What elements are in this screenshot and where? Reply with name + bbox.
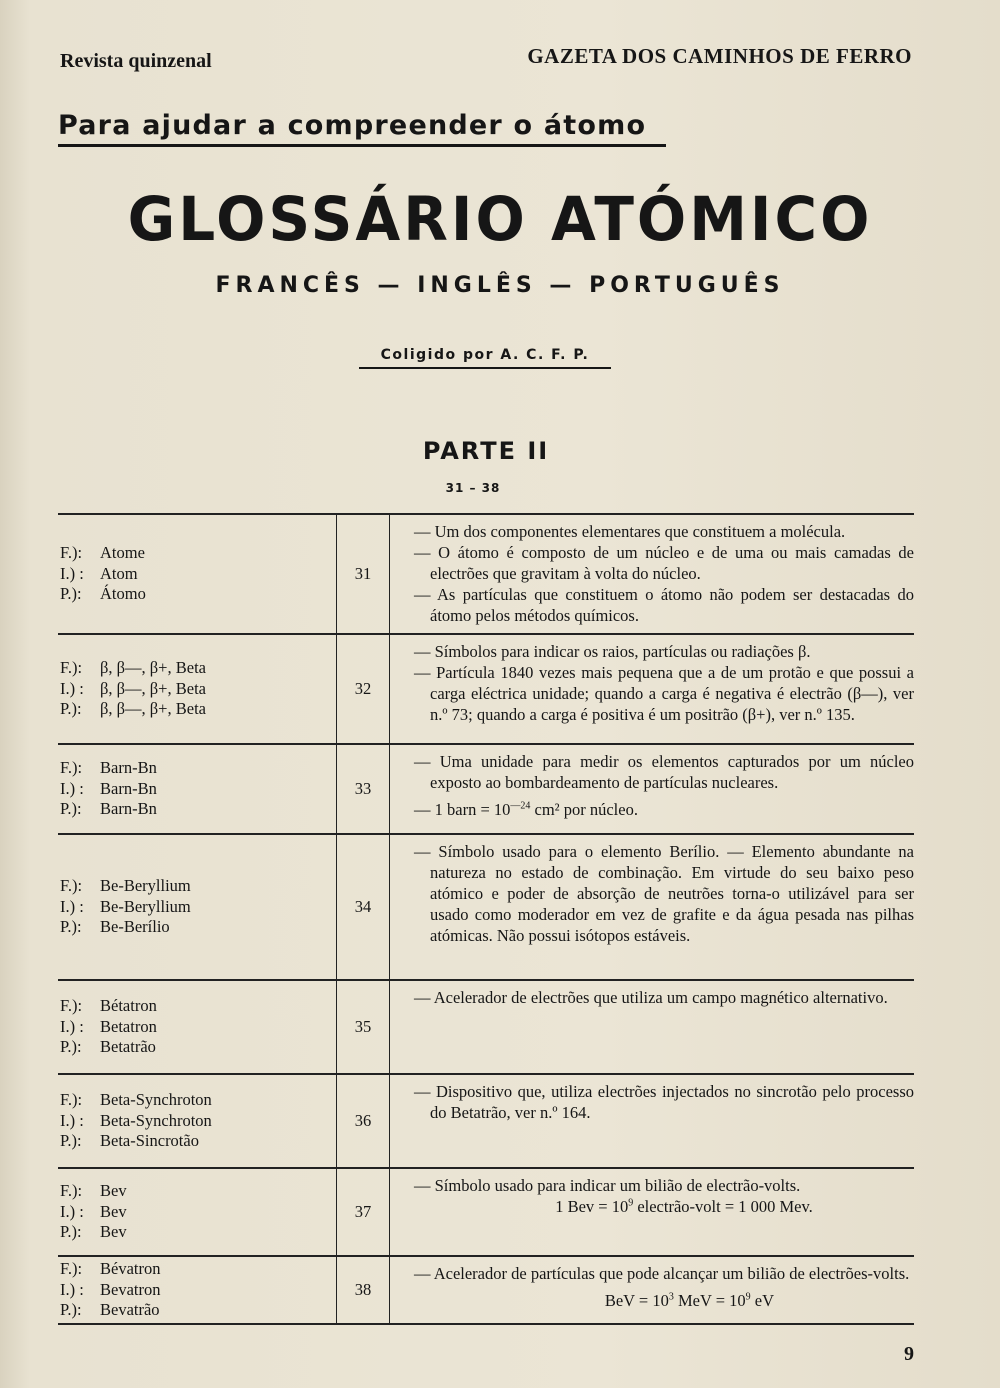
magazine-subtitle: Revista quinzenal <box>60 50 212 72</box>
language-label: I.) : <box>60 1201 84 1221</box>
article-title: GLOSSÁRIO ATÓMICO <box>127 183 873 255</box>
glossary-entry <box>58 833 914 979</box>
term-text: Beta-Synchroton <box>100 1110 212 1130</box>
language-label: P.): <box>60 917 82 937</box>
term-line <box>60 1222 336 1243</box>
entry-definitions <box>414 981 914 1015</box>
definition-text: — Símbolo usado para o elemento Berílio. — Elemento abundante na natureza no estado de combinação. Em virtude do seu baixo peso atómico e poder de absorção de neutrões torna-o utilizável para ser usado como moderador em vez de grafite e da água pesada nas pilhas atómicas. Não possui isótopos estáveis. <box>414 842 914 945</box>
term-line <box>60 917 336 938</box>
term-text: Barn-Bn <box>100 799 157 819</box>
entry-terms <box>58 515 336 633</box>
entry-number: 34 <box>336 835 390 979</box>
definition-text: — Acelerador de electrões que utiliza um campo magnético alternativo. <box>414 988 888 1007</box>
term-text: Átomo <box>100 584 146 604</box>
term-line <box>60 1181 336 1202</box>
article-kicker: Para ajudar a compreender o átomo <box>58 110 666 147</box>
definition-text: — O átomo é composto de um núcleo e de uma ou mais camadas de electrões que gravitam à volta do núcleo. <box>414 543 914 583</box>
entry-number: 31 <box>336 515 390 633</box>
term-text: Barn-Bn <box>100 778 157 798</box>
entry-definitions <box>414 835 914 953</box>
entry-definitions <box>414 635 914 732</box>
language-label: F.): <box>60 1181 83 1201</box>
language-label: I.) : <box>60 1016 84 1036</box>
term-line <box>60 1300 336 1321</box>
entry-definitions <box>414 1257 914 1318</box>
magazine-title: GAZETA DOS CAMINHOS DE FERRO <box>527 44 912 68</box>
definition-text: — Partícula 1840 vezes mais pequena que a de um protão e que possui a carga eléctrica unidade; quando a carga é negativa é electrão (β—), ver n.º 73; quando a carga é positiva é um positrão (β+), ver n.º 135. <box>414 663 914 724</box>
glossary-entry <box>58 979 914 1073</box>
language-label: I.) : <box>60 1279 84 1299</box>
entry-number: 37 <box>336 1169 390 1255</box>
definition-text: — Um dos componentes elementares que constituem a molécula. <box>414 522 846 541</box>
definition-formula: 1 Bev = $10^9$ electrão-volt = 1 000 Mev. <box>555 1197 813 1216</box>
language-label: I.) : <box>60 896 84 916</box>
term-text: Be-Beryllium <box>100 876 191 896</box>
term-text: Bevatron <box>100 1279 161 1299</box>
term-line <box>60 679 336 700</box>
definition-formula: — 1 barn = $10^{—24}$ cm² por núcleo. <box>414 800 638 819</box>
language-label: I.) : <box>60 1110 84 1130</box>
term-line <box>60 699 336 720</box>
glossary-entry <box>58 1073 914 1167</box>
glossary-entry <box>58 1167 914 1255</box>
language-label: F.): <box>60 1090 83 1110</box>
term-line <box>60 564 336 585</box>
glossary-entry <box>58 633 914 743</box>
entry-definitions <box>414 745 914 827</box>
language-label: I.) : <box>60 563 84 583</box>
languages-line: FRANCÊS — INGLÊS — PORTUGUÊS <box>215 273 785 298</box>
entry-definitions <box>414 1169 914 1224</box>
term-line <box>60 897 336 918</box>
glossary-entry <box>58 743 914 833</box>
language-label: I.) : <box>60 778 84 798</box>
definition-text: — Acelerador de partículas que pode alcançar um bilião de electrões-volts. <box>414 1264 910 1283</box>
definition-formula: BeV = $10^3$ MeV = $10^9$ eV <box>604 1291 774 1310</box>
term-text: Be-Beryllium <box>100 896 191 916</box>
term-line <box>60 543 336 564</box>
definition-text: — Uma unidade para medir os elementos capturados por um núcleo exposto ao bombardeamento de partículas nucleares. <box>414 752 914 792</box>
term-line <box>60 1259 336 1280</box>
term-line <box>60 1111 336 1132</box>
term-line <box>60 1202 336 1223</box>
entry-terms <box>58 1075 336 1167</box>
term-line <box>60 1017 336 1038</box>
language-label: P.): <box>60 584 82 604</box>
term-text: Atom <box>100 563 138 583</box>
entry-number: 38 <box>336 1257 390 1323</box>
compiled-by: Coligido por A. C. F. P. <box>359 347 611 369</box>
language-label: P.): <box>60 1222 82 1242</box>
term-text: Atome <box>100 543 145 563</box>
entry-number: 35 <box>336 981 390 1073</box>
language-label: F.): <box>60 658 83 678</box>
glossary-entry <box>58 1255 914 1325</box>
term-line <box>60 1037 336 1058</box>
term-line <box>60 584 336 605</box>
term-line <box>60 1090 336 1111</box>
definition-text: — As partículas que constituem o átomo não podem ser destacadas do átomo pelos métodos químicos. <box>414 585 914 625</box>
entry-number: 32 <box>336 635 390 743</box>
term-text: Betatron <box>100 1016 157 1036</box>
entry-definitions <box>414 515 914 633</box>
term-text: Bev <box>100 1181 127 1201</box>
term-line <box>60 1280 336 1301</box>
language-label: P.): <box>60 1037 82 1057</box>
definition-text: — Dispositivo que, utiliza electrões injectados no sincrotão pelo processo do Betatrão, ver n.º 164. <box>414 1082 914 1122</box>
language-label: F.): <box>60 996 83 1016</box>
term-line <box>60 779 336 800</box>
term-text: Barn-Bn <box>100 758 157 778</box>
glossary-table <box>58 513 914 1325</box>
entry-terms <box>58 981 336 1073</box>
language-label: P.): <box>60 799 82 819</box>
glossary-entry <box>58 513 914 633</box>
term-text: β, β—, β+, Beta <box>100 699 206 719</box>
entry-definitions <box>414 1075 914 1130</box>
language-label: F.): <box>60 876 83 896</box>
term-line <box>60 658 336 679</box>
term-line <box>60 876 336 897</box>
language-label: I.) : <box>60 678 84 698</box>
language-label: F.): <box>60 543 83 563</box>
term-text: Beta-Sincrotão <box>100 1131 199 1151</box>
term-text: β, β—, β+, Beta <box>100 678 206 698</box>
term-text: Bétatron <box>100 996 157 1016</box>
entry-terms <box>58 835 336 979</box>
language-label: P.): <box>60 699 82 719</box>
term-line <box>60 1131 336 1152</box>
term-text: Be-Berílio <box>100 917 170 937</box>
page-number: 9 <box>904 1343 914 1365</box>
definition-text: — Símbolo usado para indicar um bilião de electrão-volts. <box>414 1176 801 1195</box>
term-text: Bevatrão <box>100 1300 160 1320</box>
term-text: Bev <box>100 1201 127 1221</box>
term-line <box>60 758 336 779</box>
part-heading: PARTE II <box>422 437 550 465</box>
entry-number: 33 <box>336 745 390 833</box>
term-text: Beta-Synchroton <box>100 1090 212 1110</box>
entry-terms <box>58 1257 336 1323</box>
term-line <box>60 996 336 1017</box>
language-label: P.): <box>60 1131 82 1151</box>
term-text: Bev <box>100 1222 127 1242</box>
entry-terms <box>58 745 336 833</box>
term-text: Bévatron <box>100 1259 161 1279</box>
language-label: F.): <box>60 1259 83 1279</box>
term-text: Betatrão <box>100 1037 156 1057</box>
language-label: P.): <box>60 1300 82 1320</box>
term-line <box>60 799 336 820</box>
entry-terms <box>58 635 336 743</box>
entry-terms <box>58 1169 336 1255</box>
term-text: β, β—, β+, Beta <box>100 658 206 678</box>
language-label: F.): <box>60 758 83 778</box>
entry-number: 36 <box>336 1075 390 1167</box>
entry-range: 31 – 38 <box>445 481 501 495</box>
definition-text: — Símbolos para indicar os raios, partículas ou radiações β. <box>414 642 811 661</box>
